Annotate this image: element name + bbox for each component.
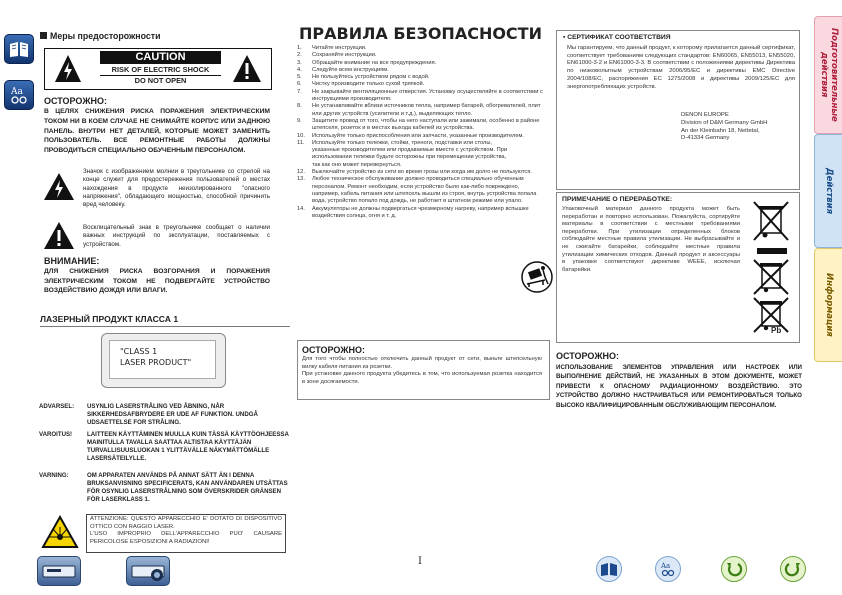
rule-text: Читайте инструкции.	[312, 45, 367, 51]
rule-text: Не закрывайте вентиляционные отверстия. Установку осуществляйте в соответствии с инструкциями производителя.	[312, 88, 543, 103]
svg-text:Aa: Aa	[661, 562, 671, 570]
bullet-icon: ▪	[563, 34, 568, 41]
safety-rule-item	[297, 89, 547, 104]
laser-class-label	[101, 333, 226, 388]
cert-head: ▪ СЕРТИФИКАТ СООТВЕТСТВИЯ	[563, 34, 671, 41]
nordic-warning-fi	[39, 431, 289, 465]
forward-arrow-icon	[781, 557, 805, 581]
weee-bin-icon	[751, 199, 791, 243]
safety-rule-item	[297, 81, 547, 88]
cert-body: Мы гарантируем, что данный продукт, к которому прилагается данный сертификат, соответствует требованиям следующих стандартов: EN60065, EN55013, EN55020, EN61000-3-2 и EN61000-3-3. В соответствии с положениями директивы Директива по низковольтным устройствам 2006/95/EC и директивы EMC Directive 2004/108/EC, распоряжения EC 1275/2008 и директивы 2009/125/EC для энергопотребляющих устройств.	[567, 45, 795, 90]
rule-text: Не устанавливайте вблизи источников тепла, например батарей, обогревателей, плит или других устройств (усилители и т.д.), выделяющих тепло.	[312, 103, 541, 117]
weee-bin-icon	[751, 259, 791, 295]
safety-rule-item	[297, 140, 547, 169]
rule-number: 12.	[297, 169, 305, 176]
svg-text:Aa: Aa	[11, 87, 23, 97]
address-line: DENON EUROPE	[681, 112, 729, 118]
laser-head: ЛАЗЕРНЫЙ ПРОДУКТ КЛАССА 1	[40, 314, 179, 324]
exclamation-warning-icon	[231, 53, 263, 85]
forward-button[interactable]	[780, 556, 806, 582]
safety-rule-item	[297, 103, 547, 118]
rule-text: Защитите провод от того, чтобы на него наступали или зажимали, особенно в районе штепселя, розеток и в местах выхода кабелей из устройства.	[312, 117, 540, 132]
rear-panel-button[interactable]	[126, 556, 170, 586]
cart-tipover-icon	[521, 260, 553, 294]
caution-line1: RISK OF ELECTRIC SHOCK	[111, 65, 210, 74]
safety-rules-list	[297, 45, 547, 220]
caution-head: ОСТОРОЖНО:	[302, 345, 365, 355]
warning1-head: ОСТОРОЖНО:	[44, 96, 107, 106]
index-button[interactable]	[4, 80, 34, 110]
recycle-body: Упаковочный материал данного продукта может быть переработан и повторно использован. Пожалуйста, сортируйте материалы в соответствии с местными требованиями переработки. При утилизации определенных блоков соблюдайте местные правила утилизации. Не выбрасывайте и не сжигайте батарейки, соблюдайте местные правила утилизации химических отходов. Данный продукт и аксессуары в упаковке соответствуют директиве WEEE, исключая батарейки.	[562, 206, 740, 273]
page-number: I	[418, 556, 422, 567]
rear-panel-icon	[127, 557, 169, 585]
safety-rule-item	[297, 206, 547, 221]
rule-number: 2.	[297, 52, 302, 59]
lightning-warning-icon	[53, 53, 83, 85]
section-title: Меры предосторожности	[40, 31, 160, 41]
caution-word: CAUTION	[100, 51, 221, 64]
contents-circle-button[interactable]	[596, 556, 622, 582]
rule-text: Следуйте всем инструкциям.	[312, 66, 389, 73]
exclamation-symbol-icon	[43, 221, 75, 250]
caution-para2: При установке данного продукта убедитесь в том, что используемая розетка находится в зоне досягаемости.	[302, 371, 542, 385]
rule-number: 11.	[297, 139, 305, 146]
rule-number: 3.	[297, 59, 302, 66]
safety-rule-item	[297, 52, 547, 59]
safety-rule-item	[297, 169, 547, 176]
tab-preparation[interactable]: Подготовительные действия	[814, 16, 842, 134]
index-circle-button[interactable]	[655, 556, 681, 582]
caution-para1: Для того чтобы полностью отключить данный продукт от сети, выньте штепсельную вилку кабеля питания из розетки.	[302, 356, 542, 370]
address-line: D-41334 Germany	[681, 135, 730, 142]
italian-warning-box	[86, 514, 286, 553]
laser-line1: "CLASS 1	[120, 347, 158, 356]
rule-number: 4.	[297, 66, 302, 73]
address-block	[681, 112, 767, 143]
book-icon	[5, 35, 33, 63]
index-icon	[656, 557, 680, 581]
contents-button[interactable]	[4, 34, 34, 64]
rule-number: 10.	[297, 132, 305, 139]
divider	[40, 326, 290, 327]
rule-text: Используйте только тележки, стойки, треноги, подставки или столы, указанные производителем или продаваемые вместе с устройством. При использовании тележки будьте осторожны при перемещении устройства, так как оно может перевернуться.	[312, 139, 508, 168]
laser-radiation-icon	[41, 515, 79, 549]
symbol2-text: Восклицательный знак в треугольнике сообщает о наличии важных инструкций по эксплуатации, поставляемых с устройством.	[83, 224, 270, 248]
nordic-text: LAITTEEN KÄYTTÄMINEN MUULLA KUIN TÄSSÄ KÄYTTÖOHJEESSA MAINITULLA TAVALLA SAATTAA ALTISTAA KÄYTTÄJÄN TURVALLISUUSLUOKAN 1 YLITTÄVÄLLE NÄKYMÄTTÖMÄLLE LASERSÄTEILYLLE.	[87, 431, 289, 463]
safety-rule-item	[297, 60, 547, 67]
tab-operations[interactable]: Действия	[814, 134, 842, 248]
address-line: Division of D&M Germany GmbH	[681, 119, 768, 126]
nordic-text: USYNLIG LASERSTRÅLING VED ÅBNING, NÅR SIKKERHEDSAFBRYDERE ER UDE AF FUNKTION. UNDGÅ UDSAETTELSE FOR STRÅLING.	[87, 403, 258, 427]
nordic-text: OM APPARATEN ANVÄNDS PÅ ANNAT SÄTT ÄN I DENNA BRUKSANVISNING SPECIFICERATS, KAN ANVÄNDAREN UTSÄTTAS FÖR OSYNLIG LASERSTRÅLNING SOM ÖVERSKRIDER GRÄNSEN FÖR LASERKLASS 1.	[87, 472, 288, 504]
rule-number: 14.	[297, 205, 305, 212]
back-arrow-icon	[722, 557, 746, 581]
checkbox-icon	[40, 32, 47, 39]
lightning-symbol-icon	[43, 172, 75, 201]
italian-text1: ATTENZIONE: QUESTO APPARECCHIO E' DOTATO DI DISPOSITIVO OTTICO CON RAGGIO LASER.	[90, 516, 282, 530]
warning2-head: ВНИМАНИЕ:	[44, 256, 100, 266]
back-button[interactable]	[721, 556, 747, 582]
safety-rule-item	[297, 176, 547, 205]
recycling-box	[556, 192, 800, 343]
rule-text: Используйте только приспособления или запчасти, указанные производителем.	[312, 132, 524, 139]
rule-text: Выключайте устройство из сети во время грозы или когда им долго не пользуются.	[312, 169, 532, 176]
safety-rule-item	[297, 118, 547, 133]
rule-number: 8.	[297, 103, 302, 110]
italian-text2: L'USO IMPROPRIO DELL'APPARECCHIO PUO' CAUSARE PERICOLOSE ESPOSIZIONI A RADIAZIONI!	[90, 531, 282, 546]
cert-box	[556, 30, 800, 190]
laser-line2: LASER PRODUCT"	[120, 358, 192, 367]
nordic-label: VARNING:	[39, 472, 69, 479]
nordic-label: VAROITUS!	[39, 431, 73, 438]
front-panel-button[interactable]	[37, 556, 81, 586]
front-panel-icon	[38, 557, 80, 585]
nordic-warning-sv	[39, 472, 289, 506]
rule-text: Обращайте внимание на все предупреждения.	[312, 59, 437, 66]
book-icon	[597, 557, 621, 581]
rule-number: 13.	[297, 176, 305, 183]
index-icon	[5, 81, 33, 109]
caution-box-middle	[297, 340, 550, 400]
recycle-head: ПРИМЕЧАНИЕ О ПЕРЕРАБОТКЕ:	[562, 196, 673, 203]
rule-text: Аккумуляторы не должны подвергаться чрезмерному нагреву, например вспышке воздействия солнца, огня и т. д.	[312, 205, 529, 219]
rule-number: 1.	[297, 45, 302, 51]
safety-rule-item	[297, 133, 547, 140]
pb-label: Pb	[771, 326, 782, 335]
caution-line2: DO NOT OPEN	[100, 75, 221, 85]
nordic-warning-da	[39, 403, 289, 429]
address-line: An der Kleinbahn 18, Nettetal,	[681, 127, 760, 134]
rule-text: Чистку производите только сухой тряпкой.	[312, 81, 425, 88]
tab-information[interactable]: Информация	[814, 248, 842, 362]
rule-number: 7.	[297, 88, 302, 95]
weee-bar	[757, 248, 787, 254]
rule-text: Сохраняйте инструкции.	[312, 52, 377, 59]
nordic-label: ADVARSEL:	[39, 403, 75, 410]
rule-number: 5.	[297, 74, 302, 81]
warning1-body: В ЦЕЛЯХ СНИЖЕНИЯ РИСКА ПОРАЖЕНИЯ ЭЛЕКТРИЧЕСКИМ ТОКОМ НИ В КОЕМ СЛУЧАЕ НЕ СНИМАЙТЕ КОРПУС ИЛИ ЗАДНЮЮ ПАНЕЛЬ. ВНУТРИ НЕТ ДЕТАЛЕЙ, КОТОРЫЕ МОЖЕТ ЗАМЕНИТЬ ПОЛЬЗОВАТЕЛЬ. ВСЕ РЕМОНТНЫЕ РАБОТЫ ДОЛЖНЫ ПРОВОДИТЬСЯ СПЕЦИАЛЬНО ОБУЧЕННЫМ ПЕРСОНАЛОМ.	[44, 108, 270, 155]
rule-text: Не пользуйтесь устройством рядом с водой.	[312, 74, 430, 81]
rule-text: Любое техническое обслуживание должно проводиться специально обученным персоналом. Ремонт необходим, если устройство было как-либо повреждено, например, кабель питания или штепсель вышли из строя, внутрь устройства попала вода, устройство попало под дождь, не работает в штатном режиме или упало.	[312, 176, 537, 205]
rule-number: 6.	[297, 81, 302, 88]
caution-label	[44, 48, 272, 90]
rule-number: 9.	[297, 117, 302, 124]
right-caution-body: ИСПОЛЬЗОВАНИЕ ЭЛЕМЕНТОВ УПРАВЛЕНИЯ ИЛИ НАСТРОЕК ИЛИ ВЫПОЛНЕНИЕ ДЕЙСТВИЙ, НЕ УКАЗАННЫХ В ЭТОМ ДОКУМЕНТЕ, МОЖЕТ ПРИВЕСТИ К ОПАСНОМУ РАДИАЦИОННОМУ ВОЗДЕЙСТВИЮ. ЭТО УСТРОЙСТВО ДОЛЖНО НАСТРАИВАТЬСЯ ИЛИ РЕМОНТИРОВАТЬСЯ ТОЛЬКО ВЫСОКО КВАЛИФИЦИРОВАННЫМ ОБСЛУЖИВАЮЩИМ ПЕРСОНАЛОМ.	[556, 364, 802, 409]
right-caution-head: ОСТОРОЖНО:	[556, 351, 619, 361]
page-title: ПРАВИЛА БЕЗОПАСНОСТИ	[299, 24, 542, 43]
symbol1-text: Значок с изображением молнии в треугольнике со стрелой на конце служит для предостережения пользователей о местах нахождения в продукте неизолированного "опасного напряжения", обладающего мощностью, способной причинить вред человеку.	[83, 168, 270, 209]
warning2-body: ДЛЯ СНИЖЕНИЯ РИСКА ВОЗГОРАНИЯ И ПОРАЖЕНИЯ ЭЛЕКТРИЧЕСКИМ ТОКОМ НЕ ПОДВЕРГАЙТЕ УСТРОЙСТВО ВОЗДЕЙСТВИЮ ДОЖДЯ ИЛИ ВЛАГИ.	[44, 268, 270, 295]
